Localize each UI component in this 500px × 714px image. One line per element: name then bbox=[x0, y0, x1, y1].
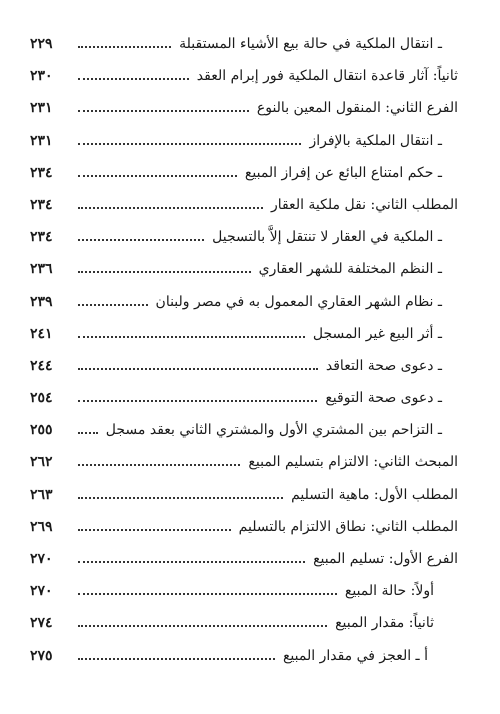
toc-entry-page-number: ٢٥٤ bbox=[30, 390, 53, 407]
dot-leader bbox=[78, 78, 189, 80]
dot-leader bbox=[78, 497, 283, 499]
toc-entry bbox=[30, 163, 458, 195]
dot-leader bbox=[78, 464, 240, 466]
toc-entry-title: ثانياً: آثار قاعدة انتقال الملكية فور إبرام العقد bbox=[196, 68, 458, 85]
toc-entry-page-number: ٢٧٤ bbox=[30, 615, 53, 632]
toc-entry-page-number: ٢٧٠ bbox=[30, 583, 53, 600]
toc-entry bbox=[30, 485, 458, 517]
toc-entry-page-number: ٢٢٩ bbox=[30, 36, 53, 52]
toc-entry-page-number: ٢٦٣ bbox=[30, 486, 53, 503]
toc-entry-title: المطلب الثاني: نقل ملكية العقار bbox=[270, 196, 458, 213]
toc-entry-page-number: ٢٣١ bbox=[30, 132, 53, 149]
toc-entry-page-number: ٢٣٤ bbox=[30, 229, 53, 246]
dot-leader bbox=[78, 561, 305, 563]
toc-entry bbox=[30, 227, 458, 259]
toc-entry bbox=[30, 259, 458, 291]
toc-entry-title: المبحث الثاني: الالتزام بتسليم المبيع bbox=[248, 454, 458, 471]
toc-entry-title: ـ دعوى صحة التوقيع bbox=[325, 390, 442, 407]
toc-entry-title: أ ـ العجز في مقدار المبيع bbox=[282, 647, 428, 664]
toc-entry-page-number: ٢٣١ bbox=[30, 100, 53, 117]
toc-entry bbox=[30, 66, 458, 98]
toc-entry-title: المطلب الأول: ماهية التسليم bbox=[291, 486, 458, 503]
toc-entry-page-number: ٢٧٥ bbox=[30, 647, 53, 664]
table-of-contents bbox=[30, 34, 458, 678]
toc-entry-page-number: ٢٣٦ bbox=[30, 261, 53, 278]
toc-entry bbox=[30, 517, 458, 549]
dot-leader bbox=[78, 110, 249, 112]
dot-leader bbox=[78, 336, 305, 338]
toc-entry-title: الفرع الثاني: المنقول المعين بالنوع bbox=[256, 100, 458, 117]
toc-entry bbox=[30, 131, 458, 163]
toc-entry-page-number: ٢٣٤ bbox=[30, 164, 53, 181]
toc-entry-title: ـ انتقال الملكية في حالة بيع الأشياء المستقبلة bbox=[179, 36, 442, 52]
toc-entry-page-number: ٢٤١ bbox=[30, 325, 53, 342]
dot-leader bbox=[78, 368, 318, 370]
dot-leader bbox=[78, 175, 237, 177]
dot-leader bbox=[78, 271, 251, 273]
toc-entry bbox=[30, 356, 458, 388]
toc-entry-page-number: ٢٧٠ bbox=[30, 551, 53, 567]
toc-entry-title: ـ دعوى صحة التعاقد bbox=[325, 357, 442, 374]
toc-entry-title: أولاً: حالة المبيع bbox=[344, 583, 434, 600]
toc-entry-title: ـ الملكية في العقار لا تنتقل إلاَّ بالتسجيل bbox=[212, 229, 442, 246]
toc-entry-title: ـ حكم امتناع البائع عن إفراز المبيع bbox=[244, 164, 442, 181]
toc-entry bbox=[30, 613, 458, 645]
toc-entry bbox=[30, 452, 458, 484]
toc-entry-title: ثانياً: مقدار المبيع bbox=[335, 615, 434, 632]
toc-entry-page-number: ٢٦٩ bbox=[30, 518, 53, 535]
toc-entry bbox=[30, 195, 458, 227]
toc-entry bbox=[30, 292, 458, 324]
toc-entry-title: الفرع الأول: تسليم المبيع bbox=[313, 551, 458, 567]
toc-entry-title: ـ نظام الشهر العقاري المعمول به في مصر ولبنان bbox=[155, 293, 442, 310]
dot-leader bbox=[78, 658, 275, 660]
dot-leader bbox=[78, 143, 301, 145]
toc-entry bbox=[30, 581, 458, 613]
dot-leader bbox=[78, 207, 263, 209]
toc-entry-title: المطلب الثاني: نطاق الالتزام بالتسليم bbox=[238, 518, 458, 535]
toc-entry bbox=[30, 98, 458, 130]
dot-leader bbox=[78, 400, 317, 402]
dot-leader bbox=[78, 529, 231, 531]
toc-entry-title: ـ انتقال الملكية بالإفراز bbox=[309, 132, 442, 149]
dot-leader bbox=[78, 593, 337, 595]
toc-entry-page-number: ٢٤٤ bbox=[30, 357, 53, 374]
dot-leader bbox=[78, 239, 204, 241]
toc-entry-page-number: ٢٣٠ bbox=[30, 68, 53, 85]
dot-leader bbox=[78, 46, 171, 48]
toc-entry bbox=[30, 549, 458, 581]
toc-entry-title: ـ أثر البيع غير المسجل bbox=[312, 325, 442, 342]
toc-entry-page-number: ٢٥٥ bbox=[30, 422, 53, 439]
dot-leader bbox=[78, 432, 98, 434]
toc-entry-page-number: ٢٦٢ bbox=[30, 454, 53, 471]
toc-entry bbox=[30, 646, 458, 678]
toc-entry-page-number: ٢٣٩ bbox=[30, 293, 53, 310]
toc-entry-page-number: ٢٣٤ bbox=[30, 196, 53, 213]
toc-entry bbox=[30, 34, 458, 66]
toc-entry bbox=[30, 388, 458, 420]
dot-leader bbox=[78, 304, 148, 306]
toc-entry-title: ـ التزاحم بين المشتري الأول والمشتري الثاني بعقد مسجل bbox=[105, 422, 442, 439]
toc-entry-title: ـ النظم المختلفة للشهر العقاري bbox=[258, 261, 442, 278]
dot-leader bbox=[78, 625, 327, 627]
toc-entry bbox=[30, 420, 458, 452]
toc-entry bbox=[30, 324, 458, 356]
